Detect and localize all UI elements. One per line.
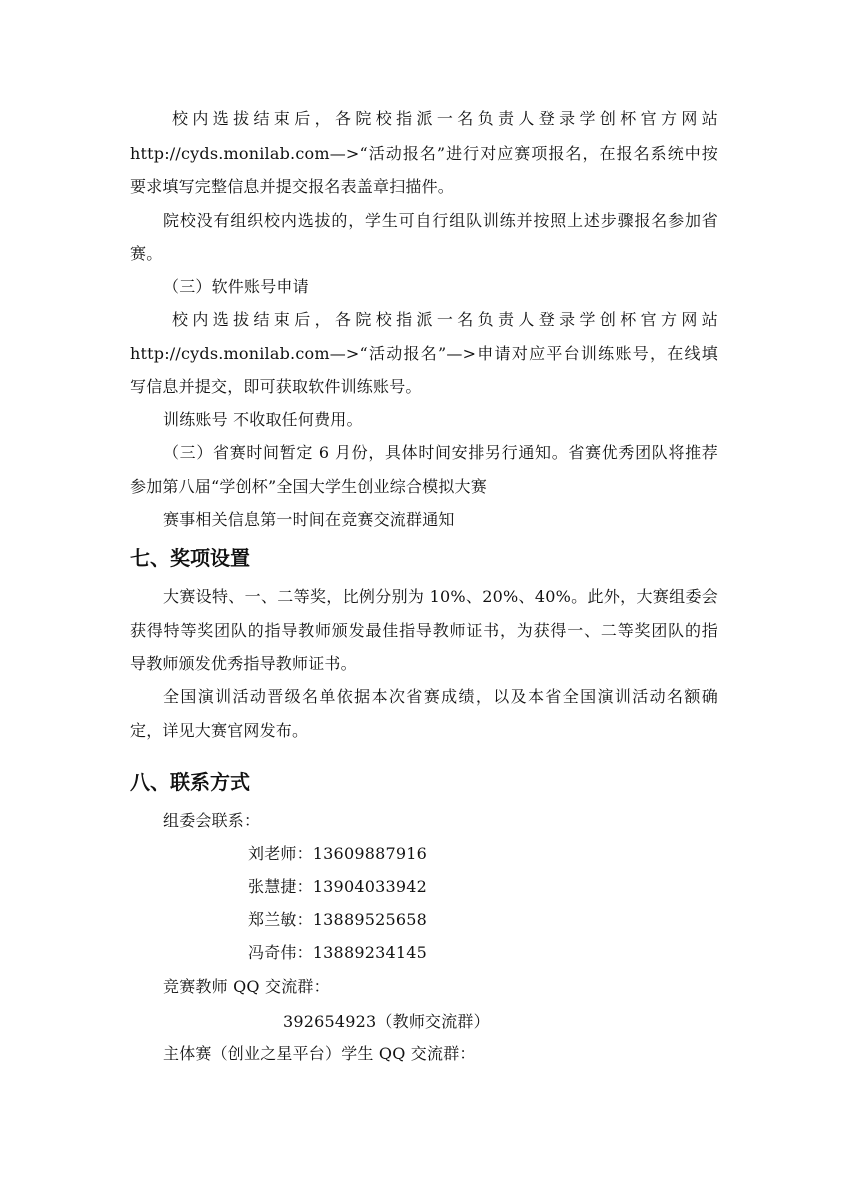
paragraph-line: 赛事相关信息第一时间在竞赛交流群通知 (163, 510, 455, 529)
paragraph-line: 获得特等奖团队的指导教师颁发最佳指导教师证书，为获得一、二等奖团队的指 (130, 621, 718, 640)
paragraph-line: 校内选拔结束后，各院校指派一名负责人登录学创杯官方网站 (172, 109, 718, 128)
subheading: （三）软件账号申请 (163, 277, 309, 296)
paragraph-line: 院校没有组织校内选拔的，学生可自行组队训练并按照上述步骤报名参加省 (163, 211, 718, 230)
teacher-qq-label: 竞赛教师 QQ 交流群： (163, 977, 330, 996)
paragraph-line: 要求填写完整信息并提交报名表盖章扫描件。 (130, 177, 455, 196)
student-qq-label: 主体赛（创业之星平台）学生 QQ 交流群： (163, 1044, 476, 1063)
teacher-qq-group: 392654923（教师交流群） (283, 1012, 490, 1031)
paragraph-line: 全国演训活动晋级名单依据本次省赛成绩，以及本省全国演训活动名额确 (163, 687, 718, 706)
paragraph-line: （三）省赛时间暂定 6 月份，具体时间安排另行通知。省赛优秀团队将推荐 (163, 443, 718, 462)
contact-entry: 刘老师：13609887916 (248, 844, 427, 863)
committee-contact-label: 组委会联系： (163, 811, 261, 830)
paragraph-line: http://cyds.monilab.com—>“活动报名”进行对应赛项报名，在报名系统中按 (130, 144, 718, 163)
paragraph-line: 大赛设特、一、二等奖，比例分别为 10%、20%、40%。此外，大赛组委会 (163, 587, 718, 606)
paragraph-line: 训练账号 不收取任何费用。 (163, 410, 363, 429)
paragraph-line: 校内选拔结束后，各院校指派一名负责人登录学创杯官方网站 (172, 310, 718, 329)
paragraph-line: 赛。 (130, 244, 163, 263)
section-heading-awards: 七、奖项设置 (130, 546, 250, 570)
section-heading-contact: 八、联系方式 (130, 770, 250, 794)
contact-entry: 冯奇伟：13889234145 (248, 943, 427, 962)
paragraph-line: http://cyds.monilab.com—>“活动报名”—>申请对应平台训练账号，在线填 (130, 344, 718, 363)
paragraph-line: 参加第八届“学创杯”全国大学生创业综合模拟大赛 (130, 477, 487, 496)
contact-entry: 张慧捷：13904033942 (248, 877, 427, 896)
contact-entry: 郑兰敏：13889525658 (248, 910, 427, 929)
paragraph-line: 写信息并提交，即可获取软件训练账号。 (130, 377, 422, 396)
paragraph-line: 定，详见大赛官网发布。 (130, 721, 309, 740)
paragraph-line: 导教师颁发优秀指导教师证书。 (130, 654, 357, 673)
